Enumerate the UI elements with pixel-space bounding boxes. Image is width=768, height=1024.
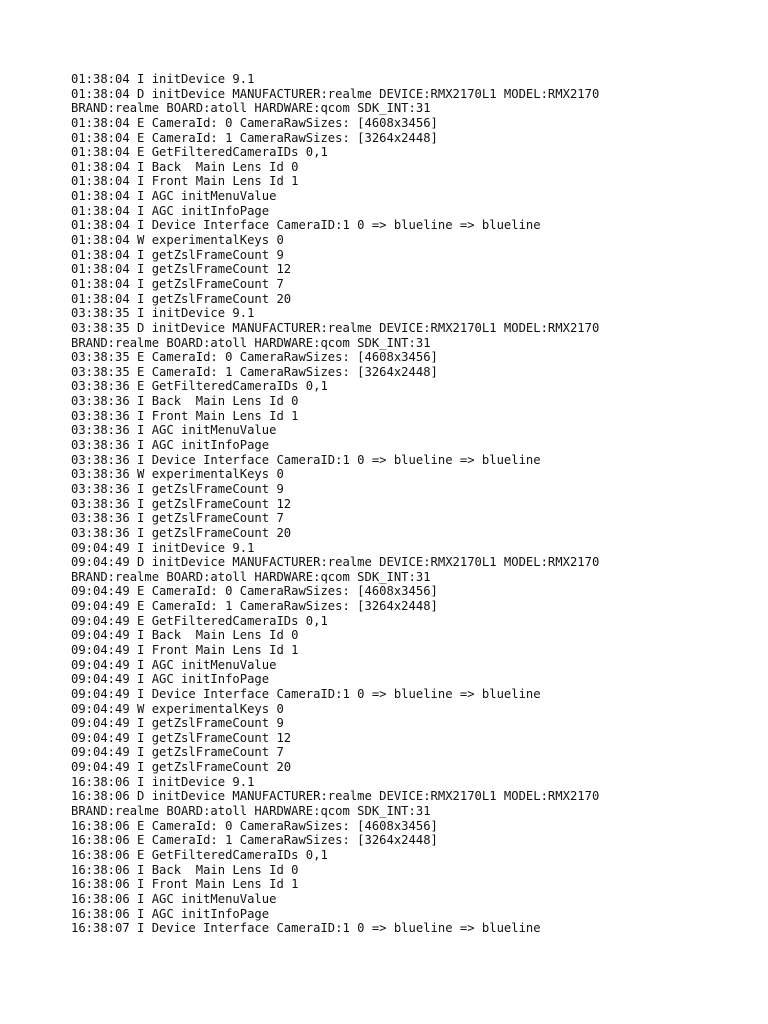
log-line: 09:04:49 W experimentalKeys 0 [71,701,284,716]
log-line: 01:38:04 I AGC initMenuValue [71,189,277,204]
log-line: 03:38:36 I AGC initMenuValue [71,423,277,438]
log-line: 03:38:36 I Device Interface CameraID:1 0 => blueline => blueline [71,452,541,467]
log-line: 09:04:49 I getZslFrameCount 12 [71,730,292,745]
log-line: 01:38:04 I Front Main Lens Id 1 [71,174,299,189]
log-line: 09:04:49 I Device Interface CameraID:1 0 => blueline => blueline [71,686,541,701]
log-line: 16:38:06 D initDevice MANUFACTURER:realme DEVICE:RMX2170L1 MODEL:RMX2170 [71,789,600,804]
log-line: 01:38:04 I Back Main Lens Id 0 [71,159,299,174]
log-line: 01:38:04 D initDevice MANUFACTURER:realme DEVICE:RMX2170L1 MODEL:RMX2170 [71,86,600,101]
log-line: 03:38:36 W experimentalKeys 0 [71,467,284,482]
log-line: 09:04:49 E GetFilteredCameraIDs 0,1 [71,613,328,628]
log-line: 01:38:04 I getZslFrameCount 9 [71,247,284,262]
log-line: 16:38:06 I AGC initMenuValue [71,891,277,906]
log-line: 09:04:49 D initDevice MANUFACTURER:realme DEVICE:RMX2170L1 MODEL:RMX2170 [71,555,600,570]
log-line: 01:38:04 I getZslFrameCount 12 [71,262,292,277]
log-line: 16:38:06 I Front Main Lens Id 1 [71,877,299,892]
log-line: 03:38:36 I getZslFrameCount 12 [71,496,292,511]
log-line: BRAND:realme BOARD:atoll HARDWARE:qcom SDK_INT:31 [71,569,431,584]
log-line: 03:38:36 I Back Main Lens Id 0 [71,394,299,409]
log-line: 03:38:36 I getZslFrameCount 20 [71,525,292,540]
log-line: 16:38:07 I Device Interface CameraID:1 0 => blueline => blueline [71,921,541,936]
log-line: 16:38:06 E GetFilteredCameraIDs 0,1 [71,847,328,862]
log-line: 09:04:49 I AGC initMenuValue [71,657,277,672]
log-line: BRAND:realme BOARD:atoll HARDWARE:qcom SDK_INT:31 [71,804,431,819]
log-line: 01:38:04 E GetFilteredCameraIDs 0,1 [71,145,328,160]
log-line: 09:04:49 E CameraId: 1 CameraRawSizes: [3264x2448] [71,599,438,614]
log-line: 01:38:04 I getZslFrameCount 20 [71,291,292,306]
log-line: 01:38:04 I Device Interface CameraID:1 0 => blueline => blueline [71,218,541,233]
log-line: 03:38:36 I getZslFrameCount 9 [71,481,284,496]
log-line: 16:38:06 I AGC initInfoPage [71,906,270,921]
log-line: 01:38:04 E CameraId: 1 CameraRawSizes: [3264x2448] [71,130,438,145]
log-line: 01:38:04 I initDevice 9.1 [71,72,255,86]
log-line: 09:04:49 E CameraId: 0 CameraRawSizes: [4608x3456] [71,584,438,599]
log-line: 09:04:49 I Front Main Lens Id 1 [71,642,299,657]
log-line: 09:04:49 I AGC initInfoPage [71,672,270,687]
log-line: 03:38:35 I initDevice 9.1 [71,306,255,321]
log-line: 03:38:36 I getZslFrameCount 7 [71,511,284,526]
log-line: 09:04:49 I initDevice 9.1 [71,540,255,555]
log-line: 09:04:49 I Back Main Lens Id 0 [71,628,299,643]
log-line: 03:38:35 E CameraId: 1 CameraRawSizes: [3264x2448] [71,364,438,379]
log-line: 03:38:36 E GetFilteredCameraIDs 0,1 [71,379,328,394]
log-line: 09:04:49 I getZslFrameCount 9 [71,716,284,731]
log-line: 01:38:04 I getZslFrameCount 7 [71,276,284,291]
log-line: 09:04:49 I getZslFrameCount 7 [71,745,284,760]
log-line: 03:38:36 I AGC initInfoPage [71,438,270,453]
log-text [71,72,599,936]
log-line: BRAND:realme BOARD:atoll HARDWARE:qcom SDK_INT:31 [71,101,431,116]
log-line: 03:38:35 E CameraId: 0 CameraRawSizes: [4608x3456] [71,350,438,365]
log-line: 16:38:06 E CameraId: 0 CameraRawSizes: [4608x3456] [71,818,438,833]
log-line: 03:38:36 I Front Main Lens Id 1 [71,408,299,423]
log-line: 01:38:04 I AGC initInfoPage [71,203,270,218]
log-line: BRAND:realme BOARD:atoll HARDWARE:qcom SDK_INT:31 [71,335,431,350]
log-line: 09:04:49 I getZslFrameCount 20 [71,760,292,775]
log-line: 01:38:04 W experimentalKeys 0 [71,233,284,248]
log-line: 16:38:06 I initDevice 9.1 [71,774,255,789]
log-line: 16:38:06 E CameraId: 1 CameraRawSizes: [3264x2448] [71,833,438,848]
log-line: 01:38:04 E CameraId: 0 CameraRawSizes: [4608x3456] [71,115,438,130]
log-line: 03:38:35 D initDevice MANUFACTURER:realme DEVICE:RMX2170L1 MODEL:RMX2170 [71,320,600,335]
log-line: 16:38:06 I Back Main Lens Id 0 [71,862,299,877]
